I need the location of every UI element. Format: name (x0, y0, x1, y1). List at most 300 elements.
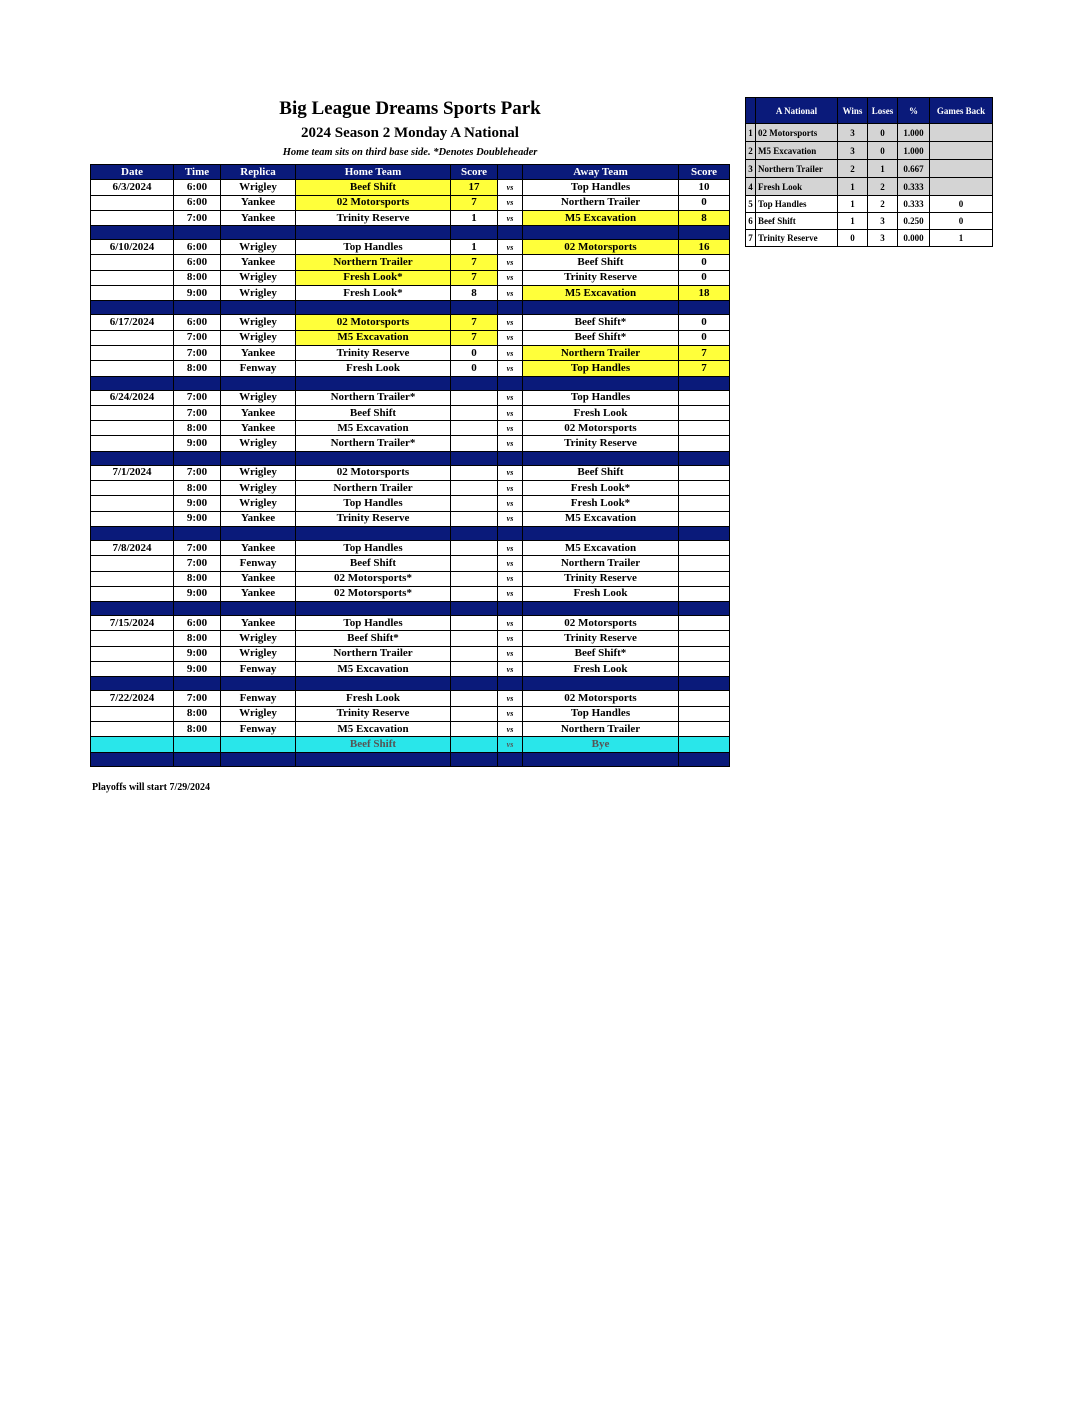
separator-cell (523, 526, 679, 540)
vs-label: vs (498, 361, 523, 376)
team-rank: 5 (746, 196, 756, 213)
team-name: 02 Motorsports (756, 124, 838, 142)
home-score: 7 (451, 270, 498, 285)
field-replica: Yankee (221, 540, 296, 555)
game-row (91, 662, 730, 677)
game-time: 6:00 (174, 240, 221, 255)
team-wins: 1 (838, 178, 868, 196)
win-percentage: 0.333 (898, 196, 930, 213)
away-score (679, 586, 730, 601)
away-team: Fresh Look (523, 405, 679, 420)
field-replica (221, 737, 296, 752)
game-row (91, 405, 730, 420)
home-team: Northern Trailer (296, 646, 451, 661)
game-date (91, 345, 174, 360)
away-score (679, 706, 730, 721)
home-score (451, 496, 498, 511)
doubleheader-note: Home team sits on third base side. *Denotes Doubleheader (282, 147, 538, 158)
team-rank: 3 (746, 160, 756, 178)
standings-row (746, 230, 993, 247)
game-row (91, 195, 730, 210)
team-loses: 2 (868, 196, 898, 213)
team-loses: 1 (868, 160, 898, 178)
game-date (91, 706, 174, 721)
standings-row (746, 178, 993, 196)
game-row (91, 270, 730, 285)
game-time: 7:00 (174, 556, 221, 571)
separator-cell (679, 226, 730, 240)
separator-cell (523, 376, 679, 390)
game-time: 7:00 (174, 390, 221, 405)
away-team: Top Handles (523, 390, 679, 405)
away-team: Beef Shift (523, 255, 679, 270)
vs-label: vs (498, 556, 523, 571)
away-score (679, 465, 730, 480)
field-replica: Wrigley (221, 465, 296, 480)
game-date: 7/8/2024 (91, 540, 174, 555)
away-team: Fresh Look (523, 662, 679, 677)
vs-label: vs (498, 255, 523, 270)
game-date: 6/17/2024 (91, 315, 174, 330)
vs-label: vs (498, 706, 523, 721)
home-team: Fresh Look (296, 361, 451, 376)
home-score (451, 540, 498, 555)
separator-cell (523, 677, 679, 691)
home-team: Beef Shift (296, 180, 451, 195)
team-loses: 0 (868, 142, 898, 160)
away-score: 8 (679, 210, 730, 225)
separator-cell (451, 526, 498, 540)
separator-cell (451, 301, 498, 315)
game-date (91, 737, 174, 752)
separator-cell (498, 602, 523, 616)
home-score (451, 586, 498, 601)
vs-label: vs (498, 345, 523, 360)
home-score (451, 662, 498, 677)
field-replica: Wrigley (221, 270, 296, 285)
game-row (91, 540, 730, 555)
home-score (451, 571, 498, 586)
game-time: 9:00 (174, 496, 221, 511)
home-team: Top Handles (296, 616, 451, 631)
separator-cell (296, 526, 451, 540)
game-time: 7:00 (174, 405, 221, 420)
game-date (91, 586, 174, 601)
games-back: 0 (930, 213, 993, 230)
separator-cell (498, 526, 523, 540)
column-header: Time (174, 165, 221, 180)
separator-cell (679, 301, 730, 315)
separator-cell (523, 226, 679, 240)
game-row (91, 556, 730, 571)
standings-column-header: Loses (868, 98, 898, 124)
home-team: Fresh Look* (296, 286, 451, 301)
game-time: 8:00 (174, 361, 221, 376)
game-time: 7:00 (174, 210, 221, 225)
game-date (91, 330, 174, 345)
week-separator (91, 226, 730, 240)
team-loses: 0 (868, 124, 898, 142)
field-replica: Yankee (221, 511, 296, 526)
away-team: Fresh Look* (523, 481, 679, 496)
separator-cell (221, 677, 296, 691)
team-rank: 7 (746, 230, 756, 247)
game-time: 9:00 (174, 436, 221, 451)
standings-row (746, 124, 993, 142)
team-rank: 4 (746, 178, 756, 196)
away-team: Top Handles (523, 180, 679, 195)
separator-cell (91, 301, 174, 315)
separator-cell (523, 752, 679, 766)
game-row (91, 315, 730, 330)
vs-label: vs (498, 737, 523, 752)
team-wins: 2 (838, 160, 868, 178)
vs-label: vs (498, 405, 523, 420)
vs-label: vs (498, 631, 523, 646)
game-date (91, 286, 174, 301)
game-row (91, 390, 730, 405)
week-separator (91, 526, 730, 540)
home-team: Northern Trailer* (296, 436, 451, 451)
standings-header-row (746, 98, 993, 124)
away-score (679, 662, 730, 677)
field-replica: Wrigley (221, 390, 296, 405)
column-header: Replica (221, 165, 296, 180)
game-time: 8:00 (174, 706, 221, 721)
game-row (91, 210, 730, 225)
team-name: Fresh Look (756, 178, 838, 196)
game-date (91, 631, 174, 646)
game-time: 9:00 (174, 662, 221, 677)
home-score (451, 511, 498, 526)
away-score (679, 511, 730, 526)
game-row (91, 240, 730, 255)
separator-cell (296, 677, 451, 691)
field-replica: Yankee (221, 616, 296, 631)
separator-cell (498, 301, 523, 315)
game-date (91, 556, 174, 571)
home-score: 7 (451, 255, 498, 270)
game-time: 8:00 (174, 631, 221, 646)
game-time: 9:00 (174, 286, 221, 301)
home-score (451, 556, 498, 571)
game-date (91, 646, 174, 661)
separator-cell (174, 226, 221, 240)
game-time: 9:00 (174, 511, 221, 526)
separator-cell (174, 752, 221, 766)
week-separator (91, 752, 730, 766)
home-team: Beef Shift (296, 405, 451, 420)
away-score (679, 646, 730, 661)
field-replica: Yankee (221, 586, 296, 601)
team-wins: 1 (838, 196, 868, 213)
separator-cell (498, 451, 523, 465)
game-row (91, 180, 730, 195)
win-percentage: 0.333 (898, 178, 930, 196)
away-score: 7 (679, 361, 730, 376)
away-team: M5 Excavation (523, 210, 679, 225)
team-loses: 2 (868, 178, 898, 196)
vs-label: vs (498, 195, 523, 210)
game-date: 6/24/2024 (91, 390, 174, 405)
home-score: 17 (451, 180, 498, 195)
home-team: Northern Trailer* (296, 390, 451, 405)
away-team: M5 Excavation (523, 511, 679, 526)
team-name: Trinity Reserve (756, 230, 838, 247)
win-percentage: 1.000 (898, 124, 930, 142)
away-score (679, 616, 730, 631)
separator-cell (451, 677, 498, 691)
standings-row (746, 196, 993, 213)
column-header: Date (91, 165, 174, 180)
game-row (91, 421, 730, 436)
separator-cell (174, 677, 221, 691)
home-score: 1 (451, 240, 498, 255)
separator-cell (91, 376, 174, 390)
separator-cell (451, 752, 498, 766)
game-row (91, 286, 730, 301)
game-date (91, 255, 174, 270)
away-team: Fresh Look* (523, 496, 679, 511)
separator-cell (679, 602, 730, 616)
home-team: Top Handles (296, 496, 451, 511)
field-replica: Wrigley (221, 286, 296, 301)
team-name: Top Handles (756, 196, 838, 213)
home-score: 8 (451, 286, 498, 301)
separator-cell (221, 526, 296, 540)
separator-cell (174, 451, 221, 465)
home-team: Fresh Look* (296, 270, 451, 285)
field-replica: Fenway (221, 662, 296, 677)
game-date (91, 270, 174, 285)
vs-label: vs (498, 330, 523, 345)
away-score: 10 (679, 180, 730, 195)
separator-cell (451, 376, 498, 390)
vs-label: vs (498, 481, 523, 496)
vs-label: vs (498, 240, 523, 255)
team-wins: 0 (838, 230, 868, 247)
games-back (930, 160, 993, 178)
field-replica: Wrigley (221, 330, 296, 345)
home-score (451, 481, 498, 496)
away-team: M5 Excavation (523, 286, 679, 301)
vs-label: vs (498, 210, 523, 225)
game-date: 6/10/2024 (91, 240, 174, 255)
separator-cell (498, 677, 523, 691)
week-separator (91, 602, 730, 616)
away-score (679, 721, 730, 736)
away-score (679, 436, 730, 451)
vs-label: vs (498, 511, 523, 526)
standings-row (746, 160, 993, 178)
home-team: Trinity Reserve (296, 706, 451, 721)
field-replica: Wrigley (221, 496, 296, 511)
standings-row (746, 142, 993, 160)
team-rank: 1 (746, 124, 756, 142)
home-team: Top Handles (296, 540, 451, 555)
separator-cell (498, 226, 523, 240)
playoffs-note: Playoffs will start 7/29/2024 (92, 782, 211, 793)
win-percentage: 1.000 (898, 142, 930, 160)
standings-table (745, 97, 993, 247)
game-time: 7:00 (174, 691, 221, 706)
separator-cell (296, 752, 451, 766)
game-row (91, 481, 730, 496)
game-row (91, 571, 730, 586)
column-header: Home Team (296, 165, 451, 180)
game-date (91, 496, 174, 511)
standings-column-header: Games Back (930, 98, 993, 124)
away-score (679, 691, 730, 706)
away-score (679, 556, 730, 571)
vs-label: vs (498, 691, 523, 706)
game-date: 7/1/2024 (91, 465, 174, 480)
away-score (679, 481, 730, 496)
home-team: M5 Excavation (296, 421, 451, 436)
game-date (91, 421, 174, 436)
separator-cell (451, 602, 498, 616)
separator-cell (679, 526, 730, 540)
separator-cell (451, 451, 498, 465)
separator-cell (174, 301, 221, 315)
games-back: 1 (930, 230, 993, 247)
home-team: 02 Motorsports (296, 465, 451, 480)
game-row (91, 496, 730, 511)
vs-label: vs (498, 540, 523, 555)
game-row (91, 330, 730, 345)
team-loses: 3 (868, 213, 898, 230)
vs-label: vs (498, 721, 523, 736)
separator-cell (523, 301, 679, 315)
vs-label: vs (498, 662, 523, 677)
home-team: Beef Shift* (296, 631, 451, 646)
home-score: 0 (451, 361, 498, 376)
home-team: M5 Excavation (296, 721, 451, 736)
vs-label: vs (498, 390, 523, 405)
vs-label: vs (498, 421, 523, 436)
page-title: Big League Dreams Sports Park (279, 98, 541, 119)
game-date: 7/15/2024 (91, 616, 174, 631)
field-replica: Wrigley (221, 631, 296, 646)
game-date (91, 361, 174, 376)
home-team: Beef Shift (296, 556, 451, 571)
column-header: Score (451, 165, 498, 180)
vs-label: vs (498, 465, 523, 480)
away-team: Beef Shift* (523, 646, 679, 661)
games-back (930, 124, 993, 142)
games-back: 0 (930, 196, 993, 213)
vs-label: vs (498, 616, 523, 631)
vs-label: vs (498, 646, 523, 661)
week-separator (91, 376, 730, 390)
field-replica: Wrigley (221, 240, 296, 255)
separator-cell (221, 451, 296, 465)
field-replica: Fenway (221, 691, 296, 706)
game-time: 8:00 (174, 481, 221, 496)
game-date (91, 662, 174, 677)
schedule-header-row (91, 165, 730, 180)
away-score: 0 (679, 315, 730, 330)
home-team: Fresh Look (296, 691, 451, 706)
game-row (91, 616, 730, 631)
game-date (91, 721, 174, 736)
game-row (91, 691, 730, 706)
field-replica: Yankee (221, 210, 296, 225)
home-score: 0 (451, 345, 498, 360)
vs-label: vs (498, 436, 523, 451)
home-score (451, 631, 498, 646)
game-time: 6:00 (174, 315, 221, 330)
separator-cell (174, 526, 221, 540)
game-time: 8:00 (174, 721, 221, 736)
field-replica: Wrigley (221, 315, 296, 330)
game-date (91, 571, 174, 586)
away-team: Northern Trailer (523, 721, 679, 736)
away-score (679, 421, 730, 436)
home-score (451, 616, 498, 631)
separator-cell (221, 602, 296, 616)
home-team: M5 Excavation (296, 330, 451, 345)
separator-cell (679, 451, 730, 465)
team-rank: 2 (746, 142, 756, 160)
win-percentage: 0.250 (898, 213, 930, 230)
game-time: 7:00 (174, 465, 221, 480)
separator-cell (91, 526, 174, 540)
away-team: Beef Shift* (523, 315, 679, 330)
separator-cell (296, 602, 451, 616)
field-replica: Yankee (221, 421, 296, 436)
away-team: Fresh Look (523, 586, 679, 601)
game-time: 6:00 (174, 616, 221, 631)
game-row (91, 345, 730, 360)
game-row (91, 631, 730, 646)
page-subtitle: 2024 Season 2 Monday A National (301, 125, 519, 141)
game-time: 8:00 (174, 270, 221, 285)
standings-column-header: Wins (838, 98, 868, 124)
team-name: Beef Shift (756, 213, 838, 230)
field-replica: Yankee (221, 571, 296, 586)
vs-label: vs (498, 571, 523, 586)
game-time: 6:00 (174, 255, 221, 270)
home-score (451, 465, 498, 480)
separator-cell (174, 602, 221, 616)
home-team: Trinity Reserve (296, 345, 451, 360)
away-score: 16 (679, 240, 730, 255)
game-time: 9:00 (174, 646, 221, 661)
win-percentage: 0.000 (898, 230, 930, 247)
home-team: 02 Motorsports* (296, 571, 451, 586)
separator-cell (296, 226, 451, 240)
separator-cell (679, 677, 730, 691)
field-replica: Yankee (221, 195, 296, 210)
team-name: M5 Excavation (756, 142, 838, 160)
home-team: Trinity Reserve (296, 210, 451, 225)
home-score (451, 721, 498, 736)
game-date: 7/22/2024 (91, 691, 174, 706)
away-score (679, 540, 730, 555)
vs-label: vs (498, 270, 523, 285)
vs-label: vs (498, 496, 523, 511)
field-replica: Fenway (221, 556, 296, 571)
separator-cell (498, 376, 523, 390)
game-row (91, 646, 730, 661)
separator-cell (221, 752, 296, 766)
separator-cell (296, 451, 451, 465)
game-date (91, 436, 174, 451)
home-team: Beef Shift (296, 737, 451, 752)
away-score: 18 (679, 286, 730, 301)
away-team: 02 Motorsports (523, 240, 679, 255)
